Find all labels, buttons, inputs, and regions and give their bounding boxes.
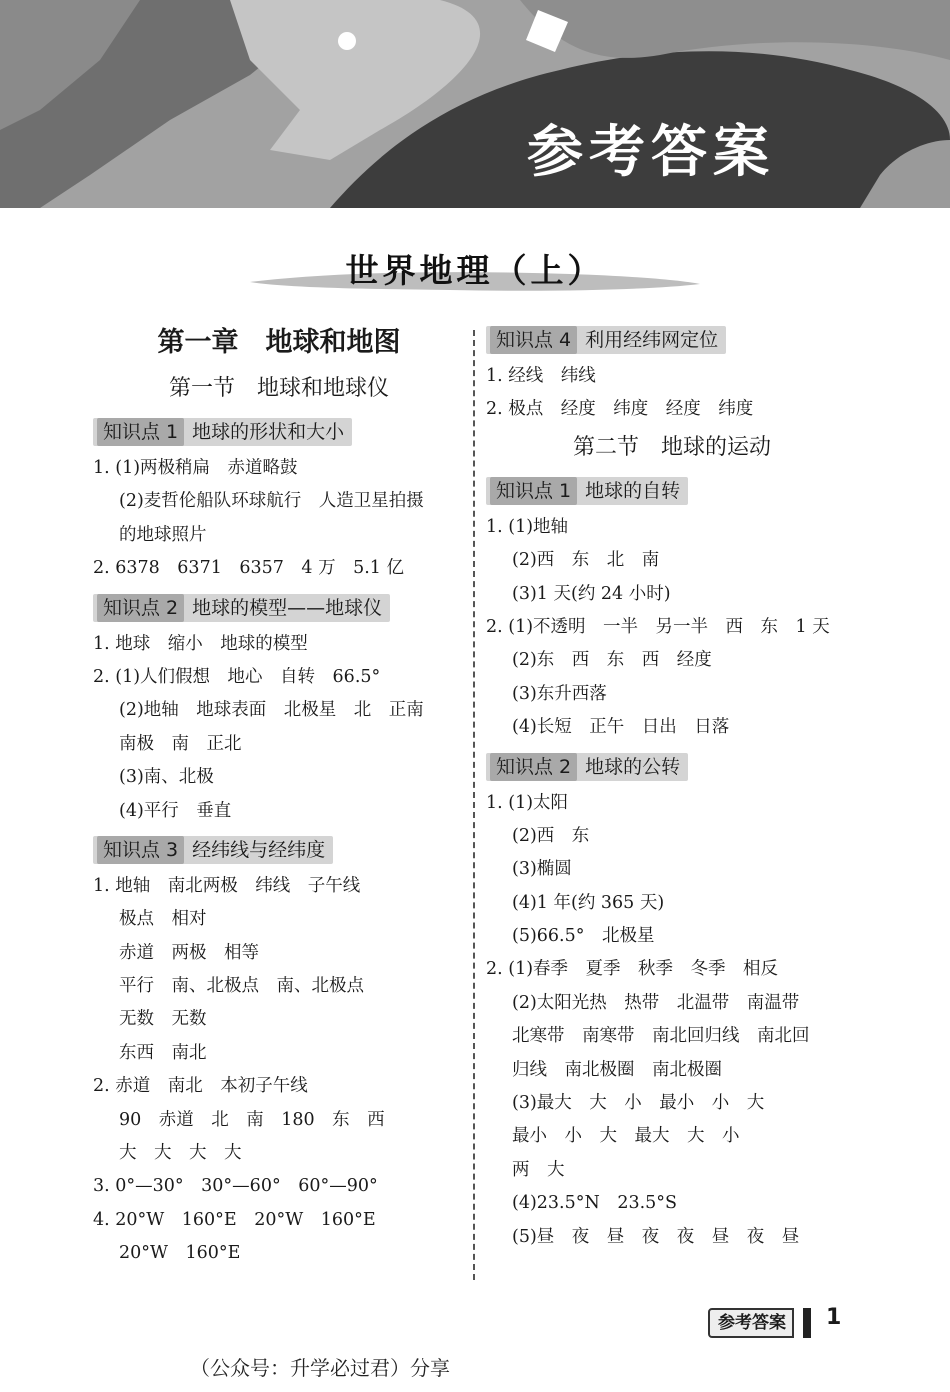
knowledge-point-tag: 知识点 1 bbox=[490, 477, 577, 505]
section-title: 第二节 地球的运动 bbox=[572, 434, 771, 460]
answer-line: 1. (1)地轴 bbox=[486, 516, 569, 537]
knowledge-point-label bbox=[486, 326, 726, 354]
answer-line: 20°W 160°E bbox=[119, 1243, 241, 1264]
knowledge-point-title: 地球的形状和大小 bbox=[192, 421, 345, 443]
knowledge-point-tag: 知识点 3 bbox=[97, 836, 184, 864]
book-title: 世界地理（上） bbox=[345, 251, 605, 290]
answer-line: 90 赤道 北 南 180 东 西 bbox=[119, 1109, 385, 1130]
knowledge-point-heading bbox=[93, 586, 465, 628]
header-banner bbox=[0, 0, 950, 208]
answer-line: 极点 相对 bbox=[119, 909, 207, 930]
answer-line: 两 大 bbox=[512, 1159, 565, 1180]
knowledge-point-label bbox=[93, 418, 352, 446]
answer-line: 2. (1)不透明 一半 另一半 西 东 1 天 bbox=[486, 616, 830, 637]
knowledge-point-title: 地球的公转 bbox=[585, 755, 681, 778]
knowledge-point-heading bbox=[486, 318, 858, 360]
answer-line: (2)西 东 北 南 bbox=[512, 550, 660, 571]
answer-line: 平行 南、北极点 南、北极点 bbox=[119, 976, 364, 997]
banner-title: 参考答案 bbox=[527, 120, 775, 185]
footer-bar bbox=[803, 1308, 811, 1338]
answer-line: 1. (1)太阳 bbox=[486, 792, 569, 813]
answer-line: 赤道 两极 相等 bbox=[119, 942, 259, 963]
knowledge-point-tag: 知识点 2 bbox=[490, 753, 577, 781]
answer-line: (5)66.5° 北极星 bbox=[512, 926, 655, 947]
knowledge-point-heading bbox=[486, 469, 858, 511]
answer-line: 4. 20°W 160°E 20°W 160°E bbox=[93, 1209, 376, 1230]
column-divider bbox=[473, 330, 475, 1280]
answer-line: (2)地轴 地球表面 北极星 北 正南 bbox=[119, 700, 424, 721]
answer-line: 2. 赤道 南北 本初子午线 bbox=[93, 1076, 308, 1097]
answer-line: (5)昼 夜 昼 夜 夜 昼 夜 昼 bbox=[512, 1226, 800, 1247]
answer-line: 的地球照片 bbox=[119, 524, 207, 545]
banner-graphic bbox=[0, 0, 950, 208]
answer-line: 1. 经线 纬线 bbox=[486, 366, 596, 386]
answer-line: (4)23.5°N 23.5°S bbox=[512, 1193, 678, 1214]
knowledge-point-tag: 知识点 1 bbox=[97, 418, 184, 446]
knowledge-point-heading bbox=[486, 745, 858, 787]
answer-line: 2. (1)人们假想 地心 自转 66.5° bbox=[93, 666, 381, 687]
knowledge-point-label bbox=[93, 594, 390, 622]
answer-line: (2)西 东 bbox=[512, 825, 590, 846]
answer-line: (2)东 西 东 西 经度 bbox=[512, 650, 712, 671]
answer-line: 大 大 大 大 bbox=[119, 1143, 242, 1164]
answer-line: (3)南、北极 bbox=[119, 767, 214, 788]
answer-line: 2. 6378 6371 6357 4 万 5.1 亿 bbox=[93, 558, 404, 579]
answer-line: 1. (1)两极稍扁 赤道略鼓 bbox=[93, 458, 298, 478]
answer-line: (2)麦哲伦船队环球航行 人造卫星拍摄 bbox=[119, 491, 424, 512]
answer-line: (3)椭圆 bbox=[512, 859, 572, 880]
answer-line: 1. 地球 缩小 地球的模型 bbox=[93, 633, 308, 654]
answer-line: 2. (1)春季 夏季 秋季 冬季 相反 bbox=[486, 959, 779, 980]
answer-line: 归线 南北极圈 南北极圈 bbox=[512, 1059, 722, 1080]
answer-line: 东西 南北 bbox=[119, 1042, 207, 1063]
share-note: （公众号：升学必过君）分享 bbox=[190, 1356, 450, 1380]
answer-line: 1. 地轴 南北两极 纬线 子午线 bbox=[93, 875, 361, 896]
knowledge-point-heading bbox=[93, 410, 465, 452]
answer-line: (4)平行 垂直 bbox=[119, 800, 232, 821]
chapter-title: 第一章 地球和地图 bbox=[157, 327, 401, 358]
knowledge-point-title: 地球的模型——地球仪 bbox=[192, 596, 383, 619]
knowledge-point-tag: 知识点 2 bbox=[97, 594, 184, 622]
right-column bbox=[486, 318, 858, 1254]
knowledge-point-heading bbox=[93, 828, 465, 870]
answer-line: (3)1 天(约 24 小时) bbox=[512, 583, 671, 604]
knowledge-point-label bbox=[486, 753, 688, 781]
knowledge-point-label bbox=[486, 477, 688, 505]
section-title: 第一节 地球和地球仪 bbox=[168, 376, 389, 401]
answer-line: (3)最大 大 小 最小 小 大 bbox=[512, 1093, 765, 1114]
answer-line: (2)太阳光热 热带 北温带 南温带 bbox=[512, 992, 800, 1013]
footer-section-tag: 参考答案 bbox=[708, 1308, 794, 1338]
knowledge-point-title: 地球的自转 bbox=[585, 479, 681, 502]
answer-line: 北寒带 南寒带 南北回归线 南北回 bbox=[512, 1026, 810, 1047]
answer-line: 无数 无数 bbox=[119, 1009, 207, 1030]
page-number: 1 bbox=[826, 1305, 842, 1330]
answer-line: 2. 极点 经度 纬度 经度 纬度 bbox=[486, 399, 754, 420]
knowledge-point-title: 利用经纬网定位 bbox=[585, 329, 719, 351]
knowledge-point-label bbox=[93, 836, 333, 864]
answer-line: 3. 0°—30° 30°—60° 60°—90° bbox=[93, 1176, 378, 1197]
answer-line: (4)1 年(约 365 天) bbox=[512, 892, 665, 913]
answer-line: 南极 南 正北 bbox=[119, 733, 242, 754]
answer-line: (4)长短 正午 日出 日落 bbox=[512, 717, 730, 738]
answer-line: 最小 小 大 最大 大 小 bbox=[512, 1126, 740, 1147]
left-column bbox=[93, 318, 465, 1271]
knowledge-point-title: 经纬线与经纬度 bbox=[192, 838, 326, 861]
knowledge-point-tag: 知识点 4 bbox=[490, 326, 577, 354]
answer-line: (3)东升西落 bbox=[512, 683, 607, 704]
